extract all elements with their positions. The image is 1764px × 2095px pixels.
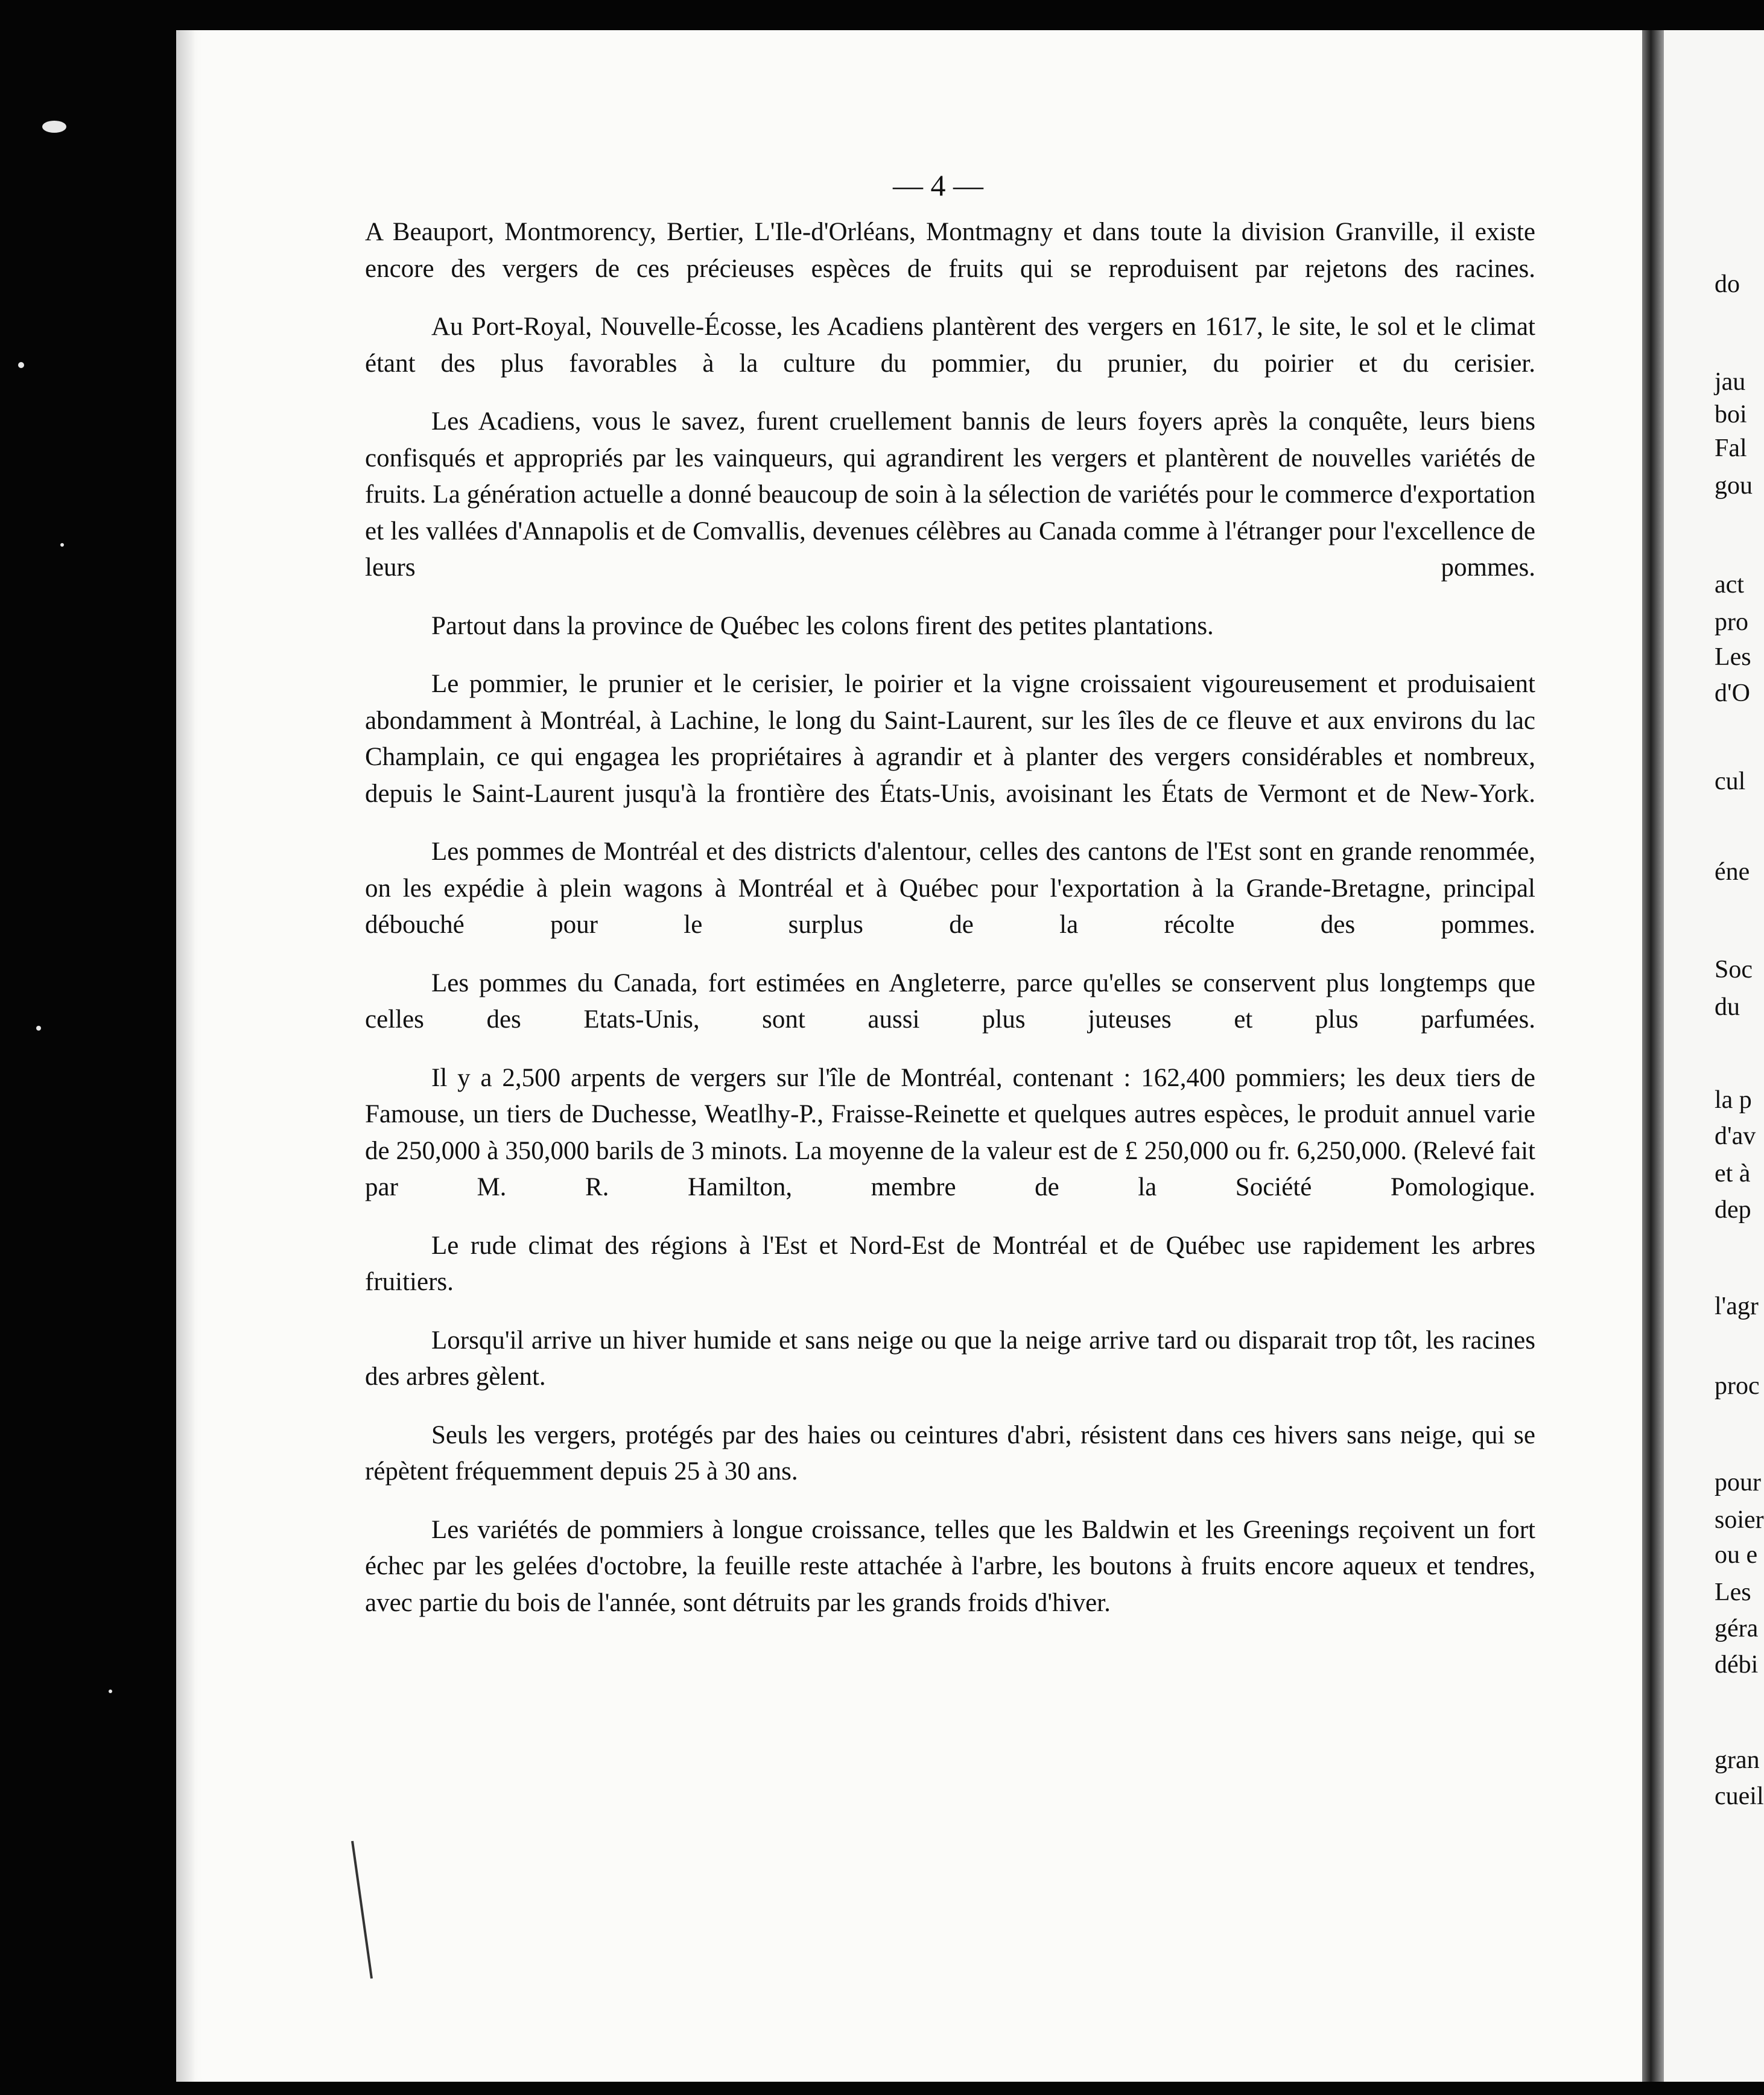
dust-speck	[60, 543, 64, 547]
facing-fragment: jau	[1715, 368, 1746, 396]
facing-fragment: l'agr	[1715, 1292, 1759, 1320]
page-number: — 4 —	[893, 168, 983, 202]
facing-fragment: gou	[1715, 472, 1753, 500]
facing-fragment: Les	[1715, 1578, 1751, 1606]
facing-fragment: la p	[1715, 1086, 1752, 1114]
page-fold-shadow	[176, 30, 194, 2082]
facing-fragment: act	[1715, 571, 1744, 599]
paragraph-12: Les variétés de pommiers à longue croissance, telles que les Baldwin et les Greenings reçoivent un fort échec par les gelées d'octobre, la feuille reste attachée à l'arbre, les boutons à fruits encore aqueux et tendres, avec partie du bois de l'année, sont détruits par les grands froids d'hiver.	[365, 1515, 1535, 1617]
paragraph-11: Seuls les vergers, protégés par des haies ou ceintures d'abri, résistent dans ces hivers sans neige, qui se répètent fréquemment depuis 25 à 30 ans.	[365, 1420, 1535, 1486]
facing-fragment: proc	[1715, 1372, 1760, 1400]
facing-fragment: dep	[1715, 1196, 1751, 1224]
facing-fragment: cul	[1715, 768, 1746, 795]
facing-fragment: cueil	[1715, 1782, 1764, 1810]
dust-speck	[36, 1026, 41, 1031]
facing-fragment: boi	[1715, 401, 1747, 428]
paragraph-4: Partout dans la province de Québec les colons firent des petites plantations.	[431, 611, 1214, 640]
facing-fragment: géra	[1715, 1615, 1759, 1642]
paragraph-6: Les pommes de Montréal et des districts d'alentour, celles des cantons de l'Est sont en grande renommée, on les expédie à plein wagons à Montréal et à Québec pour l'exportation à la Grande-Bretagne, principal débouché pour le surplus de la récolte des pommes.	[365, 838, 1535, 939]
facing-fragment: d'av	[1715, 1122, 1756, 1150]
paragraph-7: Les pommes du Canada, fort estimées en Angleterre, parce qu'elles se conservent plus longtemps que celles des Etats-Unis, sont aussi plus juteuses et plus parfumées.	[365, 968, 1535, 1034]
paragraph-9: Le rude climat des régions à l'Est et Nord-Est de Montréal et de Québec use rapidement les arbres fruitiers.	[365, 1231, 1535, 1296]
facing-fragment: do	[1715, 270, 1740, 298]
page-body	[365, 214, 1535, 1643]
facing-fragment: Les	[1715, 643, 1751, 671]
paragraph-3: Les Acadiens, vous le savez, furent cruellement bannis de leurs foyers après la conquête, leurs biens confisqués et appropriés par les vainqueurs, qui agrandirent les vergers et plantèrent de nouvelles variétés de fruits. La génération actuelle a donné beaucoup de soin à la sélection de variétés pour le commerce d'exportation et les vallées d'Annapolis et de Comvallis, devenues célèbres au Canada comme à l'étranger pour l'excellence de leurs pommes.	[365, 407, 1535, 582]
facing-fragment: éne	[1715, 858, 1750, 886]
facing-fragment: pour	[1715, 1469, 1761, 1496]
facing-fragment: débi	[1715, 1651, 1759, 1679]
paragraph-1: A Beauport, Montmorency, Bertier, L'Ile-d'Orléans, Montmagny et dans toute la division Granville, il existe encore des vergers de ces précieuses espèces de fruits qui se reproduisent par rejetons des racines.	[365, 218, 1535, 283]
facing-fragment: gran	[1715, 1746, 1760, 1774]
facing-fragment: Soc	[1715, 956, 1753, 984]
paragraph-10: Lorsqu'il arrive un hiver humide et sans neige ou que la neige arrive tard ou disparait trop tôt, les racines des arbres gèlent.	[365, 1326, 1535, 1391]
paragraph-2: Au Port-Royal, Nouvelle-Écosse, les Acadiens plantèrent des vergers en 1617, le site, le sol et le climat étant des plus favorables à la culture du pommier, du prunier, du poirier et du cerisier.	[365, 313, 1535, 378]
paragraph-5: Le pommier, le prunier et le cerisier, le poirier et la vigne croissaient vigoureusement et produisaient abondamment à Montréal, à Lachine, le long du Saint-Laurent, sur les îles de ce fleuve et aux environs du lac Champlain, ce qui engagea les propriétaires à agrandir et à planter des vergers considérables et nombreux, depuis le Saint-Laurent jusqu'à la frontière des États-Unis, avoisinant les États de Vermont et de New-York.	[365, 670, 1535, 808]
right-page-edge	[1664, 30, 1764, 2082]
facing-fragment: Fal	[1715, 434, 1747, 462]
dust-speck	[42, 121, 66, 133]
facing-fragment: et à	[1715, 1160, 1751, 1187]
facing-fragment: soier	[1715, 1506, 1764, 1534]
book-gutter	[1642, 30, 1664, 2082]
facing-fragment: ou e	[1715, 1541, 1758, 1569]
dust-speck	[18, 362, 24, 368]
facing-fragment: pro	[1715, 608, 1748, 636]
dust-speck	[109, 1690, 112, 1693]
paragraph-8: Il y a 2,500 arpents de vergers sur l'île de Montréal, contenant : 162,400 pommiers; les deux tiers de Famouse, un tiers de Duchesse, Weatlhy-P., Fraisse-Reinette et quelques autres espèces, le produit annuel varie de 250,000 à 350,000 barils de 3 minots. La moyenne de la valeur est de £ 250,000 ou fr. 6,250,000. (Relevé fait par M. R. Hamilton, membre de la Société Pomologique.	[365, 1063, 1535, 1201]
facing-fragment: d'O	[1715, 679, 1750, 707]
facing-fragment: du	[1715, 993, 1740, 1021]
